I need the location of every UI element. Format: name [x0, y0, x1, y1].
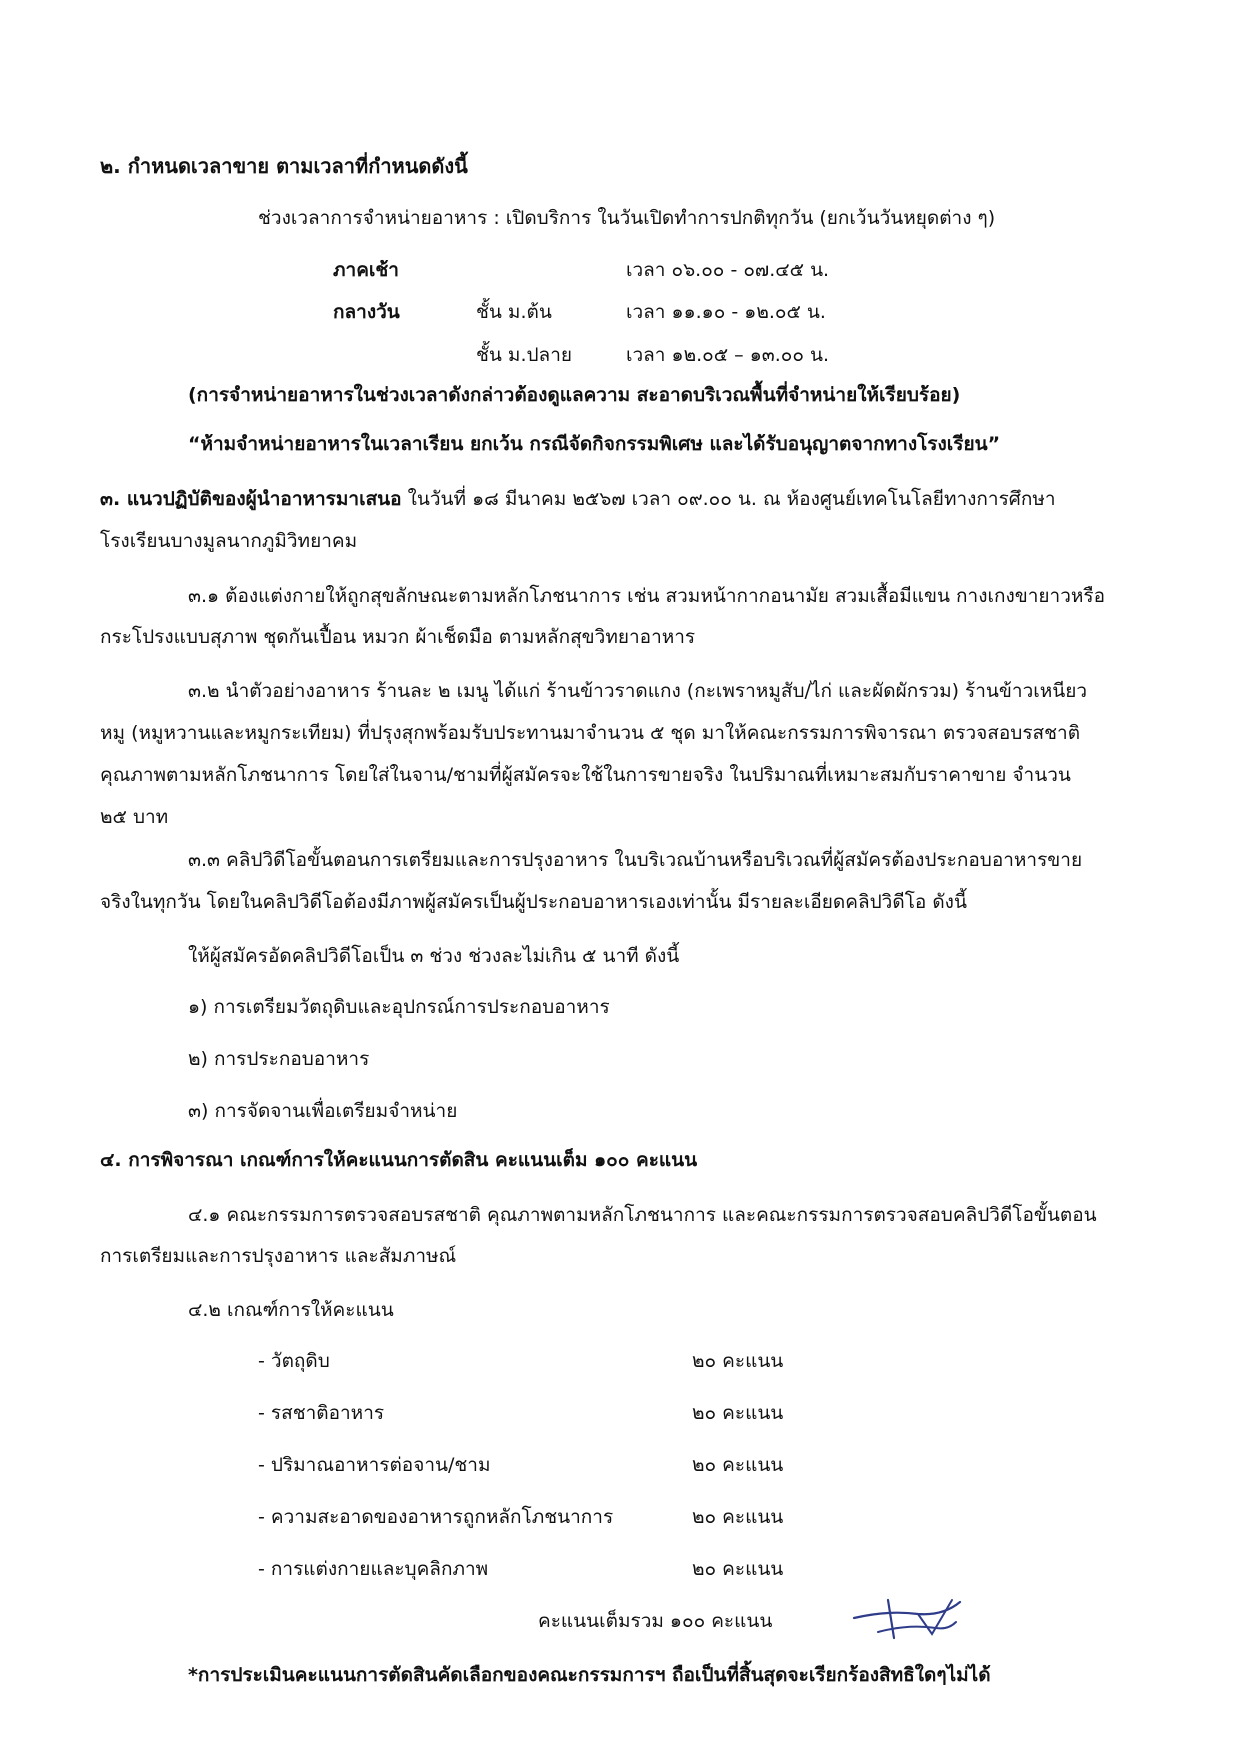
- criterion-name: - การแต่งกายและบุคลิกภาพ: [258, 1558, 489, 1580]
- schedule-time-morning: เวลา ๐๖.๐๐ - ๐๗.๔๕ น.: [626, 259, 830, 281]
- criterion-name: - ความสะอาดของอาหารถูกหลักโภชนาการ: [258, 1506, 614, 1528]
- criterion-name: - ปริมาณอาหารต่อจาน/ชาม: [258, 1454, 491, 1476]
- item-3-2-line3: คุณภาพตามหลักโภชนาการ โดยใส่ในจาน/ชามที่ผู้สมัครจะใช้ในการขายจริง ในปริมาณที่เหมาะสมกับราคาขาย จำนวน: [100, 764, 1071, 786]
- item-3-3-line2: จริงในทุกวัน โดยในคลิปวิดีโอต้องมีภาพผู้สมัครเป็นผู้ประกอบอาหารเองเท่านั้น มีรายละเอียดคลิปวิดีโอ ดังนี้: [100, 891, 967, 913]
- criterion-score: ๒๐ คะแนน: [692, 1506, 784, 1528]
- section3-heading-line: [100, 488, 1056, 511]
- section2-heading: ๒. กำหนดเวลาขาย ตามเวลาที่กำหนดดังนี้: [100, 154, 468, 178]
- section3-heading: ๓. แนวปฏิบัติของผู้นำอาหารมาเสนอ: [100, 488, 402, 510]
- criterion-score: ๒๐ คะแนน: [692, 1454, 784, 1476]
- schedule-level-lower: ชั้น ม.ต้น: [476, 301, 552, 323]
- video-intro: ให้ผู้สมัครอัดคลิปวิดีโอเป็น ๓ ช่วง ช่วงละไม่เกิน ๕ นาที ดังนี้: [188, 945, 680, 967]
- footer-note: *การประเมินคะแนนการตัดสินคัดเลือกของคณะกรรมการฯ ถือเป็นที่สิ้นสุดจะเรียกร้องสิทธิใดๆไม่ได้: [188, 1664, 991, 1686]
- section3-heading-line2: โรงเรียนบางมูลนากภูมิวิทยาคม: [100, 530, 358, 552]
- schedule-time-lower: เวลา ๑๑.๑๐ - ๑๒.๐๕ น.: [626, 301, 826, 323]
- item-3-2-line4: ๒๕ บาท: [100, 806, 169, 828]
- schedule-time-upper: เวลา ๑๒.๐๕ – ๑๓.๐๐ น.: [626, 344, 830, 366]
- schedule-level-upper: ชั้น ม.ปลาย: [476, 344, 572, 366]
- schedule-period-noon: กลางวัน: [333, 301, 400, 323]
- signature-mark: [848, 1588, 968, 1648]
- item-3-3-line1: ๓.๓ คลิปวิดีโอขั้นตอนการเตรียมและการปรุงอาหาร ในบริเวณบ้านหรือบริเวณที่ผู้สมัครต้องประกอบอาหารขาย: [188, 849, 1083, 871]
- criterion-score: ๒๐ คะแนน: [692, 1558, 784, 1580]
- item-3-2-line2: หมู (หมูหวานและหมูกระเทียม) ที่ปรุงสุกพร้อมรับประทานมาจำนวน ๕ ชุด มาให้คณะกรรมการพิจารณา ตรวจสอบรสชาติ: [100, 722, 1081, 744]
- section2-prohibition: “ห้ามจำหน่ายอาหารในเวลาเรียน ยกเว้น กรณีจัดกิจกรรมพิเศษ และได้รับอนุญาตจากทางโรงเรียน”: [188, 433, 1001, 455]
- section2-intro: ช่วงเวลาการจำหน่ายอาหาร : เปิดบริการ ในวันเปิดทำการปกติทุกวัน (ยกเว้นวันหยุดต่าง ๆ): [258, 207, 996, 229]
- item-4-1-line2: การเตรียมและการปรุงอาหาร และสัมภาษณ์: [100, 1245, 457, 1267]
- item-4-1-line1: ๔.๑ คณะกรรมการตรวจสอบรสชาติ คุณภาพตามหลักโภชนาการ และคณะกรรมการตรวจสอบคลิปวิดีโอขั้นตอน: [188, 1204, 1097, 1226]
- section2-note: (การจำหน่ายอาหารในช่วงเวลาดังกล่าวต้องดูแลความ สะอาดบริเวณพื้นที่จำหน่ายให้เรียบร้อย): [188, 384, 961, 406]
- criterion-score: ๒๐ คะแนน: [692, 1350, 784, 1372]
- criterion-name: - วัตถุดิบ: [258, 1350, 330, 1372]
- section4-heading: ๔. การพิจารณา เกณฑ์การให้คะแนนการตัดสิน คะแนนเต็ม ๑๐๐ คะแนน: [100, 1149, 698, 1171]
- video-part-1: ๑) การเตรียมวัตถุดิบและอุปกรณ์การประกอบอาหาร: [188, 996, 610, 1018]
- item-4-2-label: ๔.๒ เกณฑ์การให้คะแนน: [188, 1299, 394, 1321]
- item-3-1-line2: กระโปรงแบบสุภาพ ชุดกันเปื้อน หมวก ผ้าเช็ดมือ ตามหลักสุขวิทยาอาหาร: [100, 626, 696, 648]
- section3-heading-rest: ในวันที่ ๑๘ มีนาคม ๒๕๖๗ เวลา ๐๙.๐๐ น. ณ ห้องศูนย์เทคโนโลยีทางการศึกษา: [401, 488, 1056, 510]
- video-part-2: ๒) การประกอบอาหาร: [188, 1048, 370, 1070]
- total-score: คะแนนเต็มรวม ๑๐๐ คะแนน: [538, 1610, 773, 1632]
- item-3-2-line1: ๓.๒ นำตัวอย่างอาหาร ร้านละ ๒ เมนู ได้แก่ ร้านข้าวราดแกง (กะเพราหมูสับ/ไก่ และผัดผักรวม) ร้านข้าวเหนียว: [188, 680, 1088, 702]
- criterion-name: - รสชาติอาหาร: [258, 1402, 385, 1424]
- criterion-score: ๒๐ คะแนน: [692, 1402, 784, 1424]
- video-part-3: ๓) การจัดจานเพื่อเตรียมจำหน่าย: [188, 1100, 458, 1122]
- item-3-1-line1: ๓.๑ ต้องแต่งกายให้ถูกสุขลักษณะตามหลักโภชนาการ เช่น สวมหน้ากากอนามัย สวมเสื้อมีแขน กางเกงขายาวหรือ: [188, 585, 1106, 607]
- schedule-period-morning: ภาคเช้า: [333, 259, 399, 281]
